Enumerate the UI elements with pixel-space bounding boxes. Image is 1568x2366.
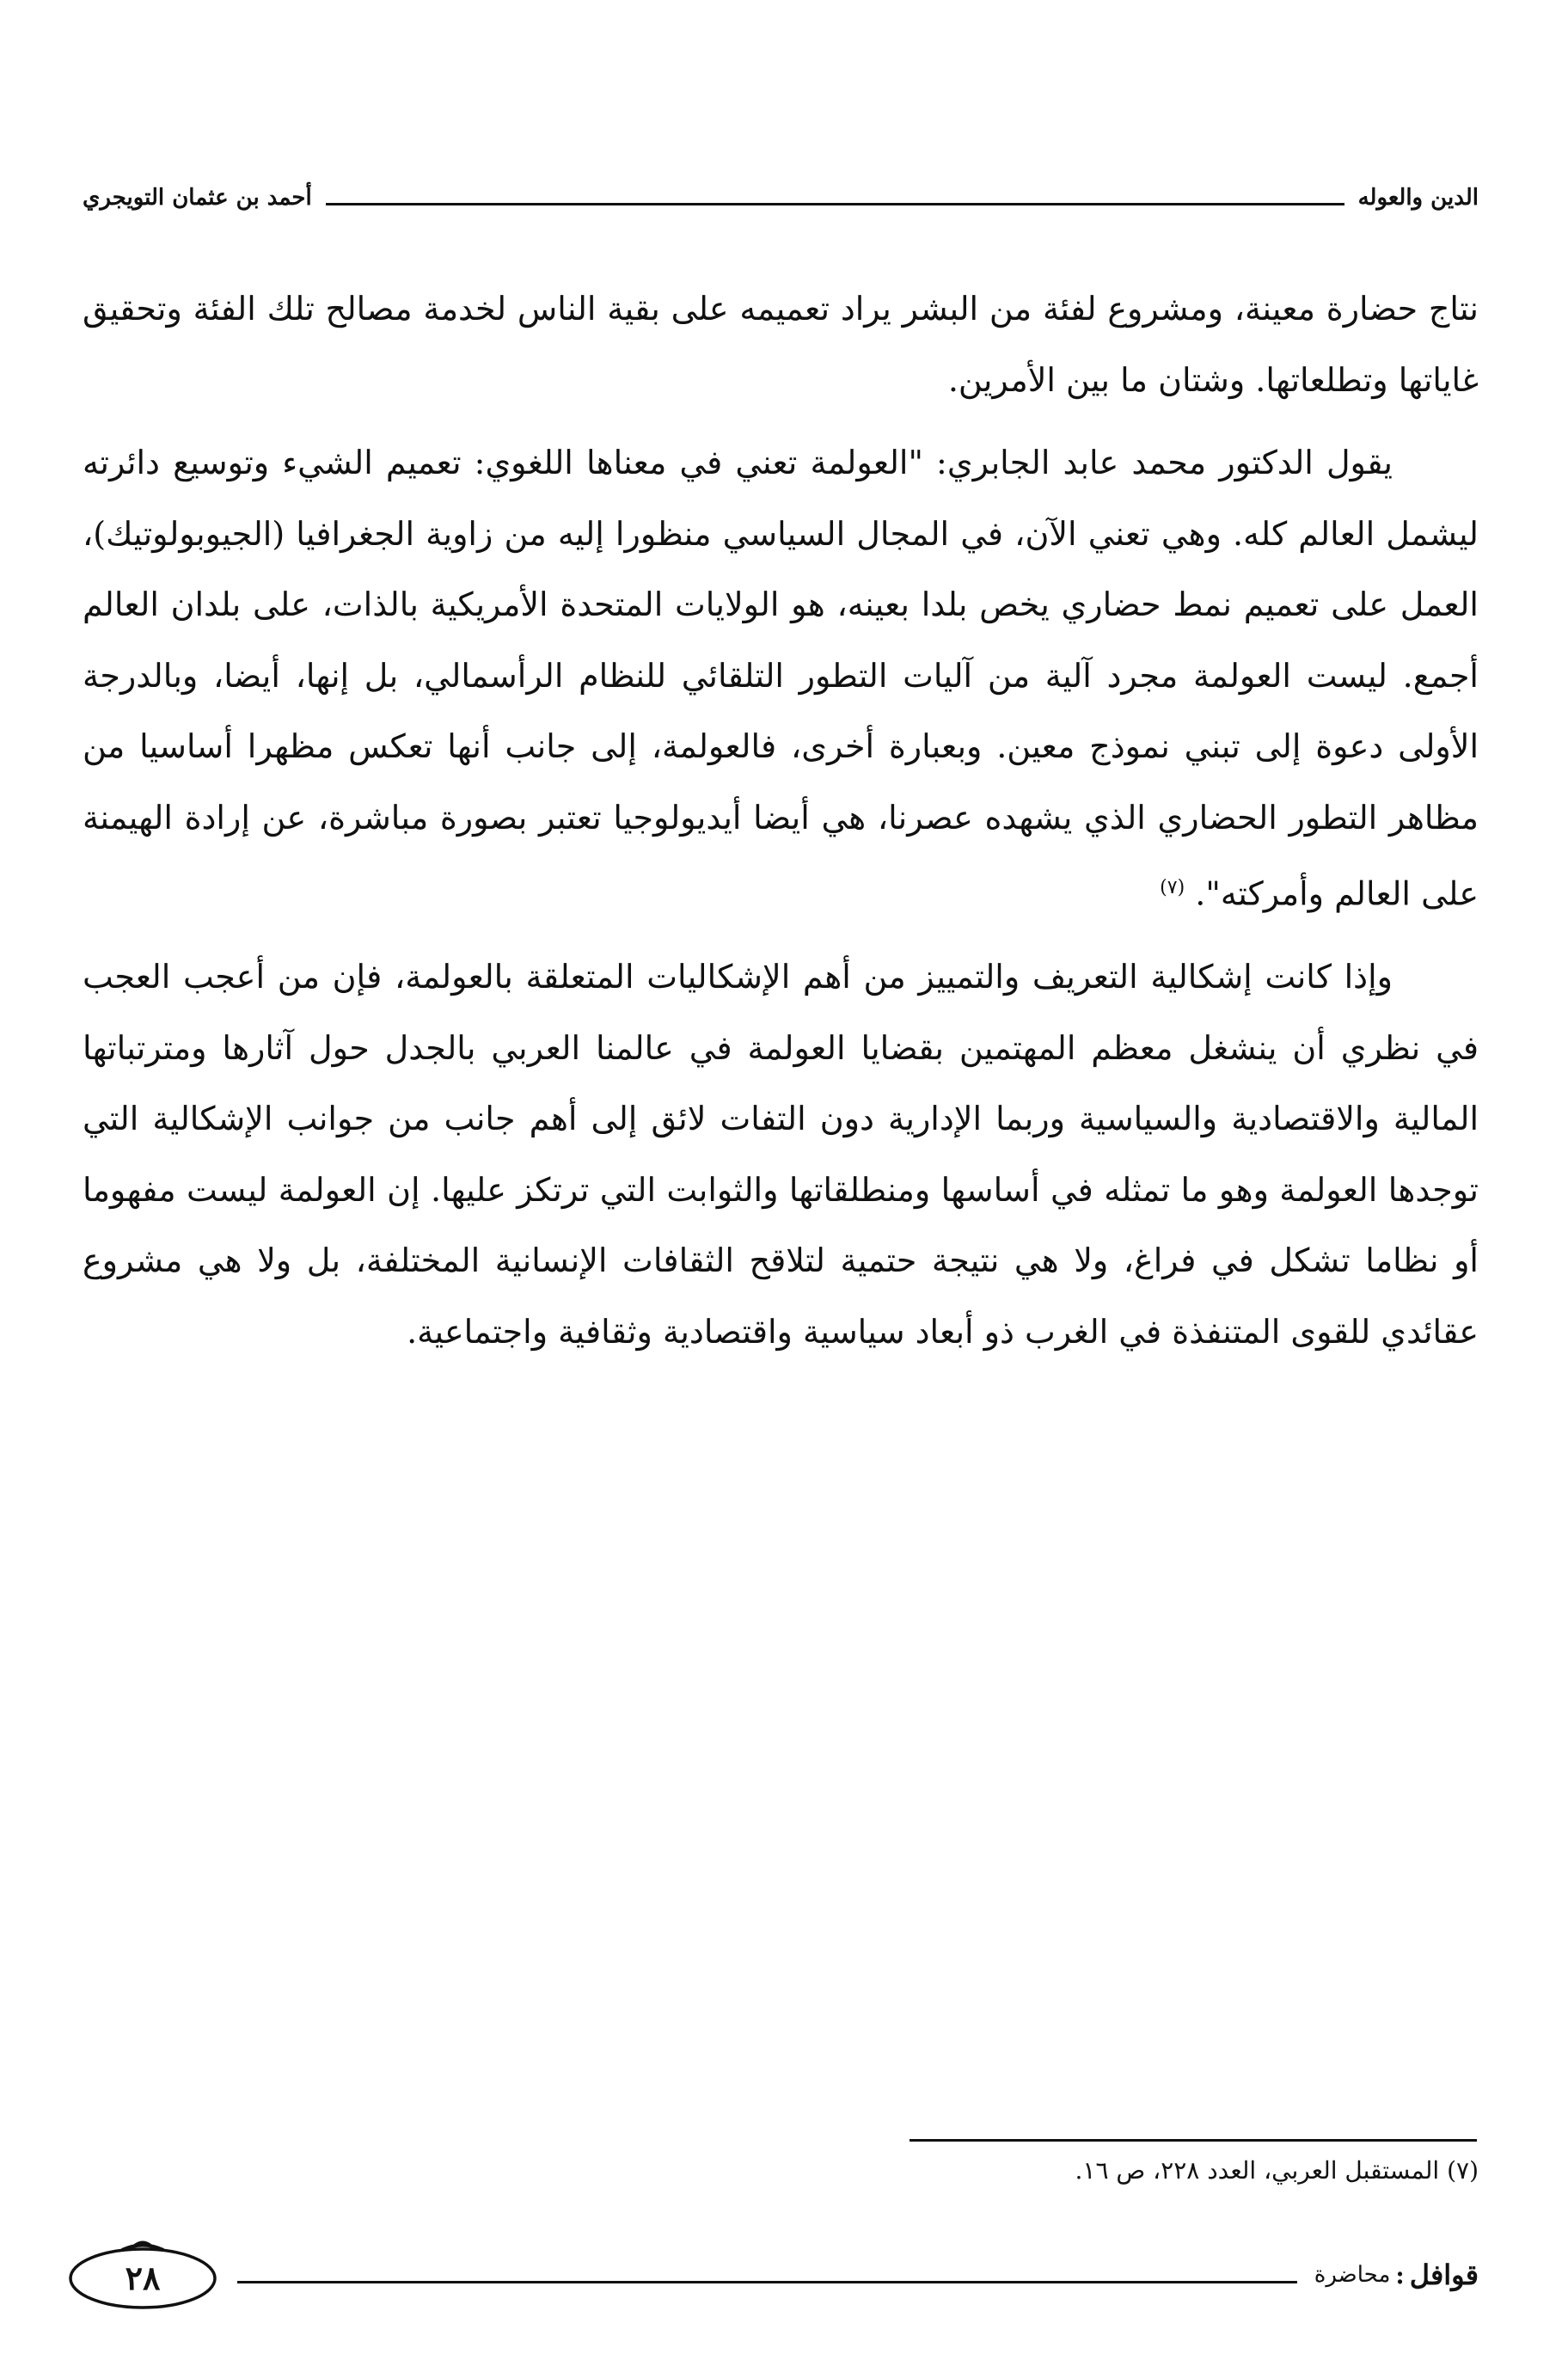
paragraph-text: وإذا كانت إشكالية التعريف والتمييز من أهم الإشكاليات المتعلقة بالعولمة، فإن من أعجب العجب في نظري أن ينشغل معظم المهتمين بقضايا العولمة في عالمنا العربي بالجدل حول آثارها ومترتباتها المالية والاقتصادية والسياسية وربما الإدارية دون التفات لائق إلى أهم جانب من جوانب الإشكالية التي توجدها العولمة وهو ما تمثله في أساسها ومنطلقاتها والثوابت التي ترتكز عليها. إن العولمة ليست مفهوما أو نظاما تشكل في فراغ، ولا هي نتيجة حتمية لتلاقح الثقافات الإنسانية المختلفة، بل ولا هي مشروع عقائدي للقوى المتنفذة في الغرب ذو أبعاد سياسية واقتصادية وثقافية واجتماعية.	[83, 958, 1479, 1351]
footer-section-label: محاضرة	[1314, 2262, 1391, 2288]
page-number-badge	[65, 2239, 220, 2311]
page-number: ٢٨	[125, 2258, 161, 2297]
page-footer	[65, 2232, 1479, 2318]
footer-rule	[237, 2281, 1297, 2283]
paragraph	[83, 941, 1479, 1367]
header-book-title: الدين والعوله	[1357, 185, 1479, 211]
header-author: أحمد بن عثمان التويجري	[83, 185, 312, 211]
footnote: (٧) المستقبل العربي، العدد ٢٢٨، ص ١٦.	[1075, 2156, 1479, 2185]
paragraph-text: نتاج حضارة معينة، ومشروع لفئة من البشر يراد تعميمه على بقية الناس لخدمة مصالح تلك الفئة وتحقيق غاياتها وتطلعاتها. وشتان ما بين الأمرين.	[83, 290, 1479, 399]
footer-journal-name: قوافل	[1409, 2259, 1479, 2291]
footer-separator: :	[1395, 2260, 1405, 2289]
paragraph-text: يقول الدكتور محمد عابد الجابري: "العولمة تعني في معناها اللغوي: تعميم الشيء وتوسيع دائرته ليشمل العالم كله. وهي تعني الآن، في المجال السياسي منظورا إليه من زاوية الجغرافيا (الجيوبولوتيك)، العمل على تعميم نمط حضاري يخص بلدا بعينه، هو الولايات المتحدة الأمريكية بالذات، على بلدان العالم أجمع. ليست العولمة مجرد آلية من آليات التطور التلقائي للنظام الرأسمالي، بل إنها، أيضا، وبالدرجة الأولى دعوة إلى تبني نموذج معين. وبعبارة أخرى، فالعولمة، إلى جانب أنها تعكس مظهرا أساسيا من مظاهر التطور الحضاري الذي يشهده عصرنا، هي أيضا أيديولوجيا تعتبر بصورة مباشرة، عن إرادة الهيمنة على العالم وأمركته".	[83, 444, 1479, 913]
quotation-paragraph	[83, 427, 1479, 929]
paragraph	[83, 273, 1479, 415]
body-text	[83, 273, 1479, 1379]
footnote-reference[interactable]: (٧)	[1160, 877, 1185, 898]
header-rule	[326, 203, 1344, 205]
running-header	[83, 179, 1479, 217]
footnote-divider	[910, 2139, 1477, 2142]
